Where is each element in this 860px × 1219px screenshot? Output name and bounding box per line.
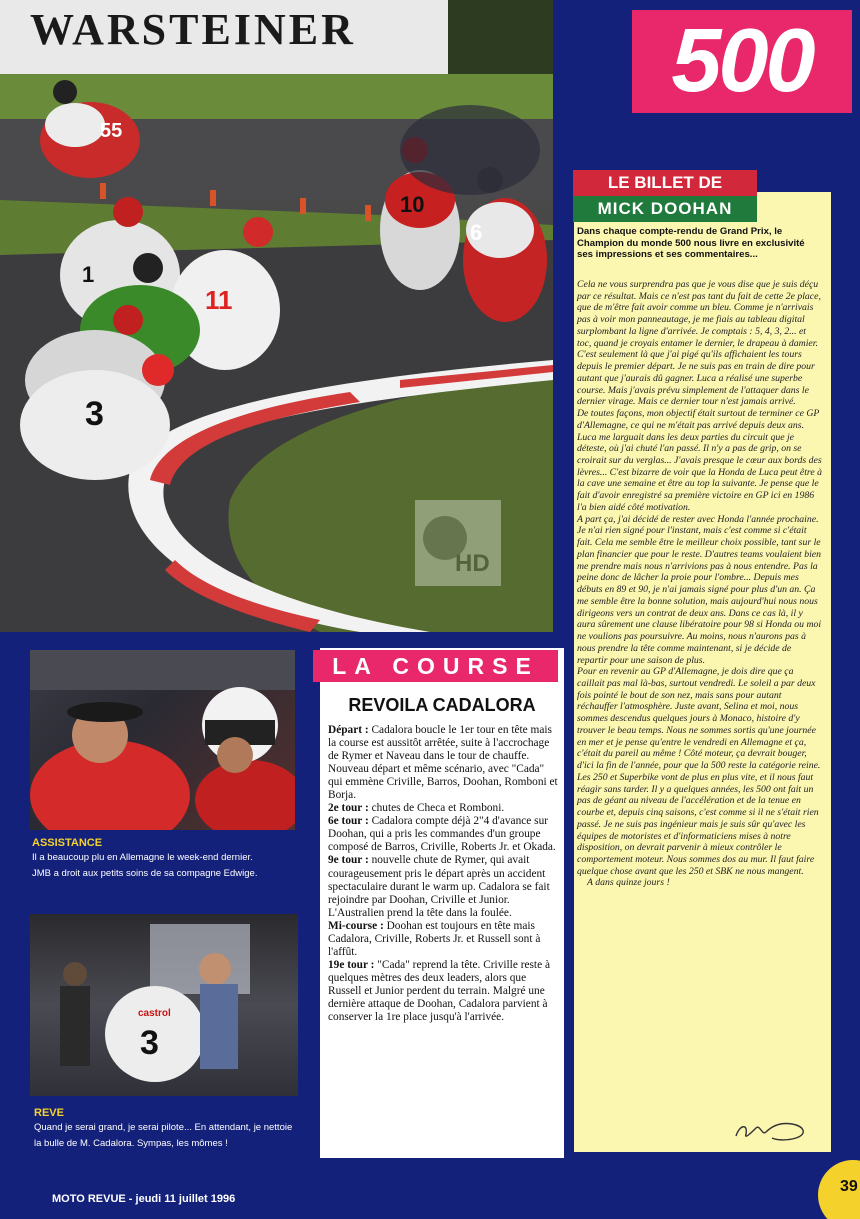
entry-label: 2e tour :	[328, 802, 369, 815]
billet-paragraph: De toutes façons, mon objectif était surtout de terminer ce GP d'Allemagne, ce qui ne m'était pas arrivé depuis deux ans. Luca me larguait dans les deux parties du circuit que je déteste, où j'ai chuté l'an passé. Il n'y a pas de grip, on se croirait sur du verglas... J'avais presque le cœur aux bords des lèvres... C'est bizarre de voir que la Honda de Luca peut être à la cave une semaine et être au top la suivante. Je pense que le fait d'avoir enregistré sa première victoire en GP ici en 1986 l'a bien aidé côté motivation.	[577, 408, 822, 513]
billet-paragraph: A dans quinze jours !	[587, 877, 670, 889]
entry-label: 6e tour :	[328, 815, 369, 828]
billet-author: MICK DOOHAN	[573, 196, 757, 222]
reve-caption-text: Quand je serai grand, je serai pilote... En attendant, je nettoie la bulle de M. Cadalora. Sympas, les mômes !	[34, 1122, 293, 1149]
watermark-logo	[415, 500, 501, 586]
bike-number: 3	[85, 395, 104, 433]
billet-heading: LE BILLET DE	[573, 170, 757, 196]
page-footer: MOTO REVUE - jeudi 11 juillet 1996	[52, 1193, 236, 1205]
course-entry	[328, 724, 558, 801]
billet-paragraph: Pour en revenir au GP d'Allemagne, je dois dire que ça caillait pas mal là-bas, surtout vendredi. Le soleil a par deux fois pointé le bout de son nez, mais sans pour autant réchauffer l'atmosphère. Juste avant, Selina et moi, nous sommes descendus quelques jours à Monaco, histoire d'y trouver le beau temps. Nous ne sommes sortis qu'une journée en mer et je pense qu'entre le vendredi en Allemagne et ça, c'était du pareil au même ! Côté moteur, ça devrait bouger, d'ici la fin de l'année, pour que la 500 reste la catégorie reine. Les 250 et Superbike vont de plus en plus vite, et il nous faut réagir sans tarder. Il y a quelques années, les 500 ont fait un pas de géant au niveau de l'accélération et de la tenue en courbe et, depuis cinq saisons, c'est comme si il ne s'était rien passé. Je ne suis pas ingénieur mais je suis sûr qu'avec les équipes de motoristes et d'informaticiens mises à notre disposition, on devrait parvenir à mieux contrôler le comportement moteur. Nous sommes dos au mur. Il faut faire quelque chose avant que les 250 et SBK ne nous mangent.	[577, 666, 821, 877]
course-entry	[328, 959, 550, 1023]
course-entry	[328, 815, 556, 853]
course-title: REVOILA CADALORA	[348, 695, 536, 715]
entry-label: Départ :	[328, 724, 369, 736]
assistance-caption-title: ASSISTANCE	[32, 837, 103, 849]
badge-text: 500	[671, 11, 813, 111]
watermark-text: HD	[455, 550, 490, 577]
entry-text: Cadalora compte déjà 2"4 d'avance sur Doohan, qui a pris les commandes d'un groupe composé de Barros, Criville, Roberts Jr. et Okada.	[328, 815, 556, 854]
reve-caption-title: REVE	[34, 1107, 64, 1119]
bike-sponsor-text: castrol	[138, 1008, 171, 1019]
bike-number: 11	[205, 285, 233, 315]
category-badge	[632, 10, 852, 113]
billet-intro: Dans chaque compte-rendu de Grand Prix, le Champion du monde 500 nous livre en exclusivité ses impressions et ses commentaires...	[577, 226, 805, 261]
reve-illustration	[30, 914, 298, 1096]
entry-label: 9e tour :	[328, 854, 369, 867]
page-number: 39	[840, 1178, 858, 1195]
billet-paragraph: Cela ne vous surprendra pas que je vous dise que je suis déçu par ce résultat. Mais ce n'est pas tant du fait de cette 2e place, que de m'être fait avoir comme un bleu. Comme je n'arrivais pas à voir mon panneautage, je me fiais au tableau digital surplombant la ligne d'arrivée. Je comptais : 5, 4, 3, 2... et toc, quand je croyais entamer le dernier, le drapeau à damier. C'est seulement là que j'ai pigé qu'ils affichaient les tours depuis le premier départ. Je ne suis pas en train de dire pour autant que j'aurais dû gagner. Luca a réalisé une superbe course. Mais j'avais prévu simplement de l'attaquer dans le dernier virage. Mais ce dernier tour n'est jamais arrivé.	[577, 279, 821, 408]
course-entry	[328, 854, 550, 918]
assistance-caption-text: Il a beaucoup plu en Allemagne le week-end dernier. JMB a droit aux petits soins de sa compagne Edwige.	[32, 852, 258, 879]
course-entry	[328, 920, 540, 958]
race-photo	[0, 0, 553, 632]
entry-text: chutes de Checa et Romboni.	[368, 802, 505, 815]
bike-number: 6	[470, 220, 483, 245]
billet-paragraph: A part ça, j'ai décidé de rester avec Honda l'année prochaine. Je n'ai rien signé pour l'instant, mais c'est comme si c'était fait. Cela me semble être le meilleur choix possible, tant sur le plan financier que pour le reste. D'autres teams voulaient bien me prendre mais nous n'arrivions pas à nous entendre. Pas la peine donc de lâcher la proie pour l'ombre... Depuis mes débuts en 89 et 90, je n'ai jamais signé pour plus d'un an. Ça me semble être la bonne solution, mais aujourd'hui nous nous dirigeons vers un contrat de deux ans. Dans ce cas là, il y aura sûrement une clause libératoire pour 98 si Honda ou moi ne voulions pas poursuivre. Au moins, nous n'aurons pas à nous prendre la tête comme maintenant, si je décide de repartir pour une saison de plus.	[577, 513, 822, 666]
reve-photo	[30, 914, 298, 1096]
course-heading: LA COURSE	[313, 650, 558, 682]
entry-label: Mi-course :	[328, 919, 384, 932]
bike-number: 55	[100, 120, 123, 142]
assistance-photo	[30, 650, 295, 830]
signature	[732, 1114, 812, 1146]
page-number-badge	[818, 1160, 860, 1219]
bike-number: 3	[140, 1024, 159, 1062]
course-entry	[328, 802, 504, 814]
bike-number: 1	[82, 262, 95, 287]
entry-text: "Cada" reprend la tête. Criville reste à quelques mètres des deux leaders, alors que Russell et Junior perdent du terrain. Malgré une dernière attaque de Doohan, Cadalora parvient à conserver la 1re place jusqu'à l'arrivée.	[328, 958, 550, 1024]
bike-number: 10	[400, 192, 425, 217]
entry-text: Doohan est toujours en tête mais Cadalora, Criville, Roberts Jr. et Russell sont à l'affût.	[328, 919, 541, 958]
assistance-illustration	[30, 650, 295, 830]
billet-body	[577, 279, 822, 889]
entry-text: Cadalora boucle le 1er tour en tête mais la course est aussitôt arrêtée, suite à l'accrochage de Rymer et Naveau dans le tour de chauffe. Nouveau départ et même scénario, avec "Cada" qui emmène Criville, Barros, Doohan, Romboni et Borja.	[328, 724, 558, 802]
entry-label: 19e tour :	[328, 958, 375, 971]
course-body	[328, 724, 558, 1024]
entry-text: nouvelle chute de Rymer, qui avait courageusement pris le départ après un accident spectaculaire durant le warm up. Cadalora se fait rejoindre par Doohan, Criville et Junior. L'Australien prend la tête dans la foulée.	[328, 854, 550, 919]
banner-text: WARSTEINER	[30, 5, 356, 54]
